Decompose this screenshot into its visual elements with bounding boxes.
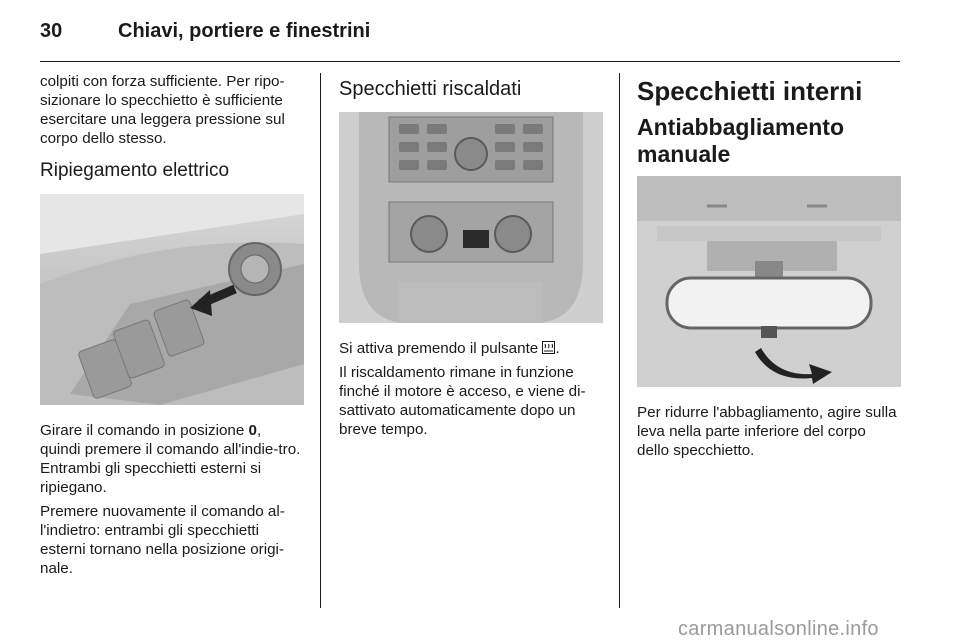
column-divider xyxy=(320,73,321,608)
instruction-paragraph-2: Premere nuovamente il comando al-l'indietro: entrambi gli specchietti esterni tornano nella posizione origi-nale. xyxy=(40,503,285,577)
instruction-paragraph-1: Girare il comando in posizione 0, quindi premere il comando all'indie-tro. Entrambi gli specchietti esterni si ripiegano. xyxy=(40,422,301,496)
section-heading-heated-mirrors: Specchietti riscaldati xyxy=(339,78,522,100)
duration-paragraph: Il riscaldamento rimane in funzione finché il motore è acceso, e viene di-sattivato automaticamente dopo un breve tempo. xyxy=(339,364,586,438)
section-heading-electric-folding: Ripiegamento elettrico xyxy=(40,160,230,181)
watermark: carmanualsonline.info xyxy=(678,618,879,640)
activation-paragraph: Si attiva premendo il pulsante . xyxy=(339,340,560,357)
header-rule xyxy=(40,61,900,62)
door-switch-photo xyxy=(40,194,304,405)
section-heading-interior-mirrors: Specchietti interni xyxy=(637,76,863,106)
intro-paragraph: colpiti con forza sufficiente. Per ripo-sizionare lo specchietto è sufficiente esercitare una leggera pressione sul corpo dello stesso. xyxy=(40,73,285,147)
chapter-title: Chiavi, portiere e finestrini xyxy=(118,20,371,42)
page-header xyxy=(40,20,900,60)
column-3 xyxy=(637,72,901,465)
column-2 xyxy=(339,72,603,444)
center-console-photo xyxy=(339,112,603,323)
heated-mirror-icon xyxy=(542,340,555,353)
subsection-heading-manual-antiglare: Antiabbagliamento manuale xyxy=(637,114,845,167)
antiglare-paragraph: Per ridurre l'abbagliamento, agire sulla leva nella parte inferiore del corpo dello specchietto. xyxy=(637,404,897,459)
page-number: 30 xyxy=(40,20,63,42)
column-divider xyxy=(619,73,620,608)
column-1 xyxy=(40,72,304,583)
position-zero: 0 xyxy=(248,422,257,439)
rearview-mirror-photo xyxy=(637,176,901,387)
